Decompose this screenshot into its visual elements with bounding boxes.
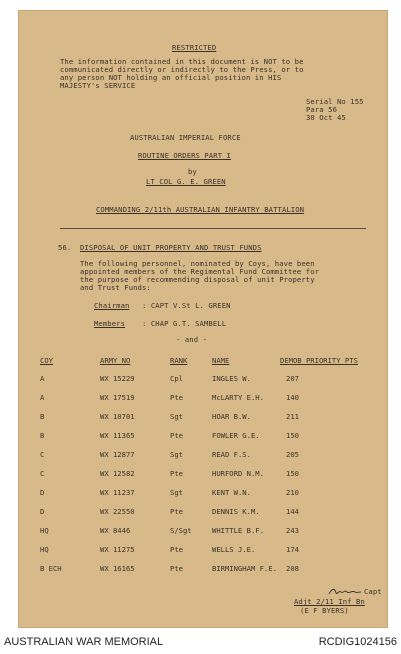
cell-rank: Pte (170, 564, 183, 573)
notice-line-4: MAJESTY's SERVICE (60, 81, 136, 90)
cell-demob-pts: 211 (286, 412, 299, 421)
cell-rank: Pte (170, 431, 183, 440)
cell-name: HURFORD N.M. (212, 469, 264, 478)
cell-coy: A (40, 393, 45, 402)
cell-name: DENNIS K.M. (212, 507, 260, 516)
and-separator: - and - (176, 335, 207, 344)
cell-coy: B ECH (40, 564, 62, 573)
archive-reference: RCDIG1024156 (318, 636, 397, 648)
cell-coy: B (40, 412, 45, 421)
chairman-label: Chairman (94, 301, 130, 310)
archive-name: AUSTRALIAN WAR MEMORIAL (4, 636, 164, 648)
cell-army-no: WX 15229 (100, 374, 135, 383)
officer-name: LT COL G. E. GREEN (146, 177, 226, 186)
cell-rank: S/Sgt (170, 526, 192, 535)
table-row (18, 469, 388, 479)
cell-army-no: WX 11237 (100, 488, 135, 497)
section-body-line-2: appointed members of the Regimental Fund Committee for (80, 267, 320, 276)
cell-name: FOWLER G.E. (212, 431, 260, 440)
cell-name: WELLS J.E. (212, 545, 256, 554)
force-title: AUSTRALIAN IMPERIAL FORCE (130, 133, 241, 142)
cell-demob-pts: 207 (286, 374, 299, 383)
orders-title: ROUTINE ORDERS PART I (138, 151, 231, 160)
cell-demob-pts: 205 (286, 450, 299, 459)
cell-coy: HQ (40, 526, 49, 535)
table-row (18, 545, 388, 555)
section-body-line-3: the purpose of recommending disposal of unit Property (80, 275, 315, 284)
cell-army-no: WX 17519 (100, 393, 135, 402)
cell-name: INGLES W. (212, 374, 251, 383)
cell-demob-pts: 208 (286, 564, 299, 573)
notice-line-2: communicated directly or indirectly to the Press, or to (60, 65, 304, 74)
cell-coy: C (40, 469, 45, 478)
chairman-value: : CAPT V.St L. GREEN (142, 301, 231, 310)
cell-rank: Sgt (170, 488, 183, 497)
signature-mark (328, 586, 362, 596)
serial-number: Serial No 155 (306, 97, 364, 106)
cell-demob-pts: 210 (286, 488, 299, 497)
notice-line-3: any person NOT holding an official position in HIS (60, 73, 282, 82)
cell-army-no: WX 12877 (100, 450, 135, 459)
cell-name: KENT W.N. (212, 488, 251, 497)
cell-army-no: WX 12582 (100, 469, 135, 478)
document-page (18, 10, 388, 628)
table-header-row (18, 356, 388, 366)
cell-name: BIRMINGHAM F.E. (212, 564, 277, 573)
section-body-line-1: The following personnel, nominated by Coys, have been (80, 259, 315, 268)
cell-rank: Pte (170, 545, 183, 554)
cell-coy: A (40, 374, 45, 383)
cell-name: READ F.S. (212, 450, 251, 459)
cell-rank: Cpl (170, 374, 183, 383)
archive-footer (0, 628, 401, 654)
cell-rank: Pte (170, 469, 183, 478)
table-row (18, 374, 388, 384)
col-header-name: NAME (212, 356, 230, 365)
divider-top (60, 228, 366, 229)
section-number: 56. (58, 243, 72, 252)
col-header-rank: RANK (170, 356, 188, 365)
cell-name: HOAR B.W. (212, 412, 251, 421)
col-header-demob-pts: DEMOB PRIORITY PTS (280, 356, 358, 365)
table-row (18, 393, 388, 403)
command-title: COMMANDING 2/11th AUSTRALIAN INFANTRY BATTALION (96, 205, 305, 214)
cell-demob-pts: 243 (286, 526, 299, 535)
cell-demob-pts: 174 (286, 545, 299, 554)
cell-rank: Pte (170, 507, 183, 516)
by-label: by (188, 167, 197, 176)
col-header-coy: COY (40, 356, 53, 365)
table-row (18, 526, 388, 536)
table-row (18, 564, 388, 574)
cell-demob-pts: 140 (286, 393, 299, 402)
cell-army-no: WX 8446 (100, 526, 131, 535)
cell-demob-pts: 150 (286, 431, 299, 440)
cell-demob-pts: 150 (286, 469, 299, 478)
cell-rank: Sgt (170, 412, 183, 421)
cell-army-no: WX 10701 (100, 412, 135, 421)
cell-army-no: WX 22550 (100, 507, 135, 516)
classification-heading: RESTRICTED (172, 43, 217, 52)
table-row (18, 412, 388, 422)
section-heading: DISPOSAL OF UNIT PROPERTY AND TRUST FUNDS (80, 243, 262, 252)
cell-army-no: WX 11275 (100, 545, 135, 554)
signature-rank: Capt (364, 587, 382, 596)
cell-coy: C (40, 450, 45, 459)
cell-army-no: WX 16165 (100, 564, 135, 573)
cell-coy: D (40, 507, 45, 516)
cell-name: McLARTY E.H. (212, 393, 264, 402)
notice-line-1: The information contained in this document is NOT to be (60, 57, 304, 66)
cell-coy: B (40, 431, 45, 440)
table-row (18, 450, 388, 460)
para-number: Para 56 (306, 105, 337, 114)
table-row (18, 431, 388, 441)
cell-demob-pts: 144 (286, 507, 299, 516)
table-row (18, 507, 388, 517)
col-header-army-no: ARMY NO (100, 356, 131, 365)
cell-name: WHITTLE B.F. (212, 526, 264, 535)
cell-coy: D (40, 488, 45, 497)
cell-rank: Pte (170, 393, 183, 402)
cell-coy: HQ (40, 545, 49, 554)
section-body-line-4: and Trust Funds: (80, 283, 151, 292)
table-row (18, 488, 388, 498)
signature-name: (E F BYERS) (300, 606, 349, 615)
cell-army-no: WX 11365 (100, 431, 135, 440)
cell-rank: Sgt (170, 450, 183, 459)
order-date: 30 Oct 45 (306, 113, 346, 122)
members-value: : CHAP G.T. SAMBELL (142, 319, 227, 328)
members-label: Members (94, 319, 125, 328)
signature-appointment: Adjt 2/11 Inf Bn (294, 597, 365, 606)
